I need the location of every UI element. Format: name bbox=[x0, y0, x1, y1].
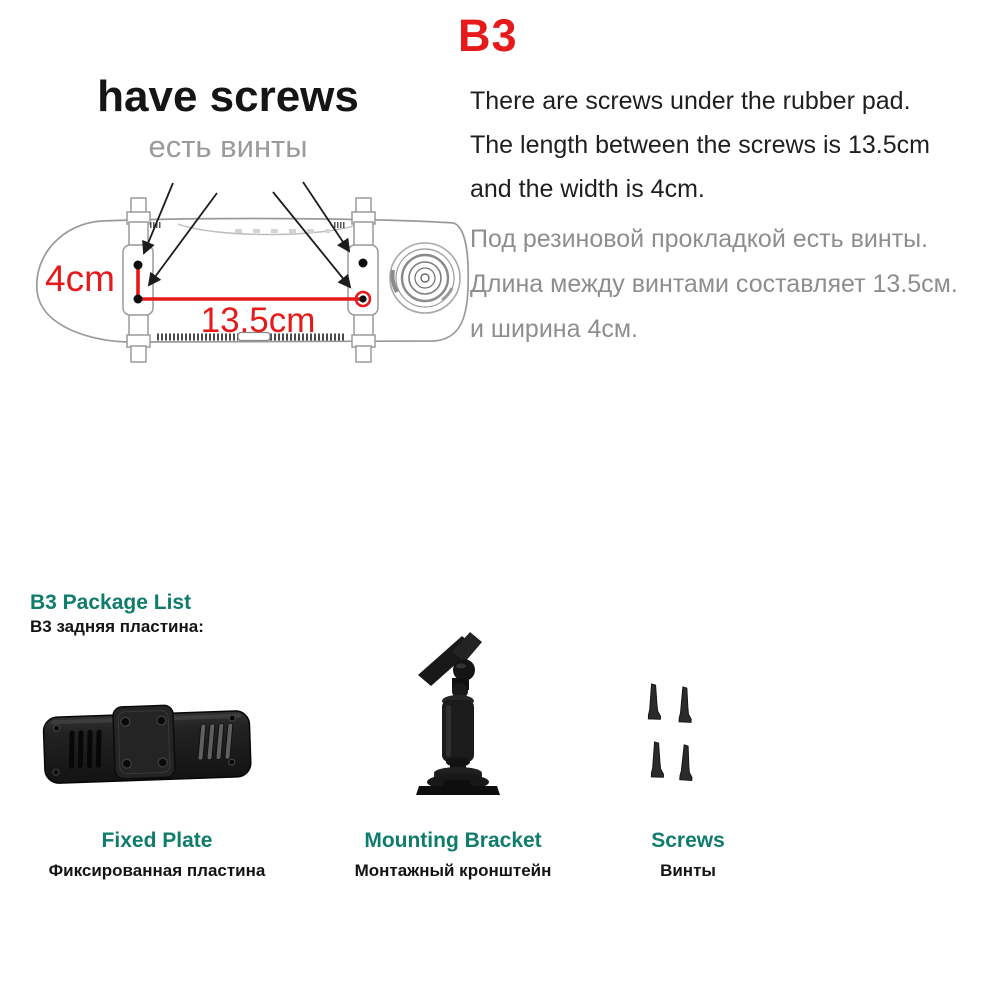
package-list-heading-en: B3 Package List bbox=[30, 591, 192, 614]
model-label: B3 bbox=[458, 10, 518, 61]
item-name-ru: Фиксированная пластина bbox=[48, 861, 266, 880]
rubber-pad-right bbox=[348, 198, 378, 362]
title-russian: есть винты bbox=[148, 129, 308, 164]
item-name-en: Fixed Plate bbox=[101, 829, 213, 852]
item-name-ru: Монтажный кронштейн bbox=[354, 861, 552, 880]
description-ru-line: Длина между винтами составляет 13.5см. bbox=[470, 270, 958, 298]
fixed-plate-image bbox=[38, 686, 257, 797]
mirror-back-diagram bbox=[30, 180, 490, 380]
screw-dot bbox=[359, 259, 368, 268]
plate-center-mount bbox=[113, 705, 175, 779]
item-name-en: Screws bbox=[651, 829, 725, 852]
item-name-ru: Винты bbox=[660, 861, 716, 880]
length-measurement-label: 13.5cm bbox=[200, 301, 316, 340]
description-en-line: and the width is 4cm. bbox=[470, 175, 705, 203]
description-russian bbox=[470, 217, 990, 352]
width-measurement-label: 4cm bbox=[45, 258, 115, 299]
description-ru-line: Под резиновой прокладкой есть винты. bbox=[470, 225, 928, 253]
screw-dot bbox=[134, 261, 143, 270]
item-name-en: Mounting Bracket bbox=[364, 829, 542, 852]
package-item-fixed-plate bbox=[32, 829, 282, 881]
package-item-screws bbox=[613, 829, 763, 881]
description-ru-line: и ширина 4см. bbox=[470, 315, 638, 343]
description-english bbox=[470, 79, 990, 211]
screws-image bbox=[642, 682, 708, 786]
package-item-mounting-bracket bbox=[328, 829, 578, 881]
title-english: have screws bbox=[97, 72, 359, 121]
screw-dot bbox=[134, 295, 143, 304]
description-en-line: There are screws under the rubber pad. bbox=[470, 87, 911, 115]
screw-dot bbox=[359, 295, 366, 302]
description-en-line: The length between the screws is 13.5cm bbox=[470, 131, 930, 159]
package-list-heading-ru: B3 задняя пластина: bbox=[30, 617, 204, 636]
mounting-bracket-image bbox=[408, 628, 504, 798]
